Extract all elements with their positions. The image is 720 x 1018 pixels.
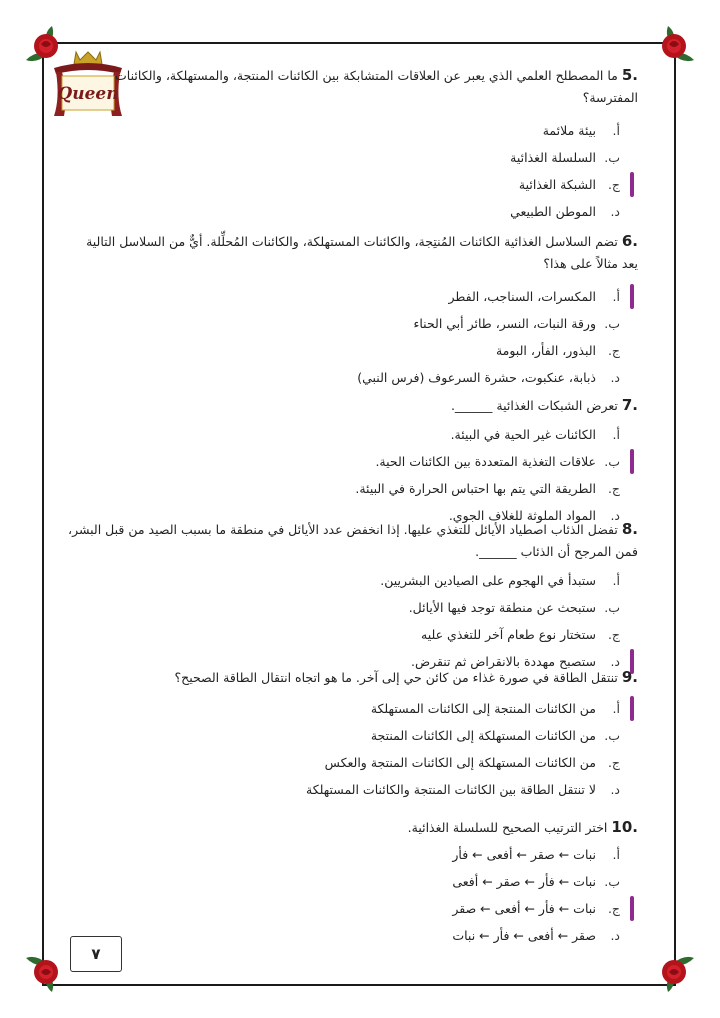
option-a-circled[interactable] — [355, 695, 638, 722]
question-number: 7. — [621, 396, 638, 414]
option-letter: ج. — [607, 177, 620, 192]
option-a[interactable] — [68, 567, 638, 594]
option-c-circled[interactable] — [416, 895, 638, 922]
option-d[interactable] — [78, 198, 638, 225]
option-letter: ب. — [604, 600, 620, 615]
option-d[interactable] — [78, 776, 638, 803]
question-stem — [78, 394, 638, 417]
question-stem — [78, 666, 638, 689]
option-letter: ب. — [604, 874, 620, 889]
question-text: اختر الترتيب الصحيح للسلسلة الغذائية. — [407, 820, 608, 835]
option-text: الطريقة التي يتم بها احتباس الحرارة في البيئة. — [355, 481, 596, 496]
option-letter: أ. — [612, 573, 620, 588]
option-text: الكائنات غير الحية في البيئة. — [450, 427, 596, 442]
question-number: 8. — [621, 520, 638, 538]
option-text: نبات ← صقر ← أفعى ← فأر — [452, 847, 596, 862]
option-text: لا تنتقل الطاقة بين الكائنات المنتجة والكائنات المستهلكة — [306, 782, 596, 797]
option-c[interactable] — [78, 337, 638, 364]
option-b[interactable] — [78, 310, 638, 337]
option-d[interactable] — [78, 364, 638, 391]
option-letter: ب. — [604, 150, 620, 165]
option-letter: د. — [610, 204, 620, 219]
option-c[interactable] — [68, 621, 638, 648]
option-text: بيئة ملائمة — [542, 123, 596, 138]
option-letter: د. — [610, 782, 620, 797]
rose-corner-icon — [646, 946, 698, 998]
option-text: المكسرات، السناجب، الفطر — [448, 289, 596, 304]
option-text: ستصبح مهددة بالانقراض ثم تنقرض. — [410, 654, 596, 669]
option-letter: د. — [610, 928, 620, 943]
page-number-box — [70, 936, 122, 972]
option-letter: ب. — [604, 454, 620, 469]
option-letter: أ. — [612, 427, 620, 442]
queen-logo-text: Queen — [57, 84, 119, 104]
question-5 — [78, 64, 638, 225]
option-text: صقر ← أفعى ← فأر ← نبات — [452, 928, 596, 943]
option-letter: أ. — [612, 289, 620, 304]
option-a-circled[interactable] — [409, 283, 639, 310]
question-stem — [78, 64, 638, 109]
option-b-circled[interactable] — [285, 448, 638, 475]
question-number: 6. — [621, 232, 638, 250]
option-text: من الكائنات المنتجة إلى الكائنات المستهلكة — [370, 701, 596, 716]
option-letter: ج. — [607, 627, 620, 642]
question-7 — [78, 394, 638, 529]
question-10 — [78, 816, 638, 949]
option-letter: د. — [610, 508, 620, 523]
option-text: ورقة النبات، النسر، طائر أبي الحناء — [413, 316, 596, 331]
question-stem — [68, 518, 638, 563]
option-a[interactable] — [78, 841, 638, 868]
question-text: تعرض الشبكات الغذائية ______. — [450, 398, 618, 413]
option-a[interactable] — [78, 117, 638, 144]
option-text: من الكائنات المستهلكة إلى الكائنات المنتجة — [370, 728, 596, 743]
option-letter: ب. — [604, 728, 620, 743]
rose-corner-icon — [22, 946, 74, 998]
option-letter: أ. — [612, 847, 620, 862]
option-letter: ب. — [604, 316, 620, 331]
option-text: السلسلة الغذائية — [510, 150, 596, 165]
option-text: من الكائنات المستهلكة إلى الكائنات المنتجة والعكس — [324, 755, 596, 770]
question-text: تضم السلاسل الغذائية الكائنات المُنتِجة، والكائنات المستهلكة، والكائنات المُحلِّلة. أيٌّ من السلاسل التالية يعد مثالاً على هذا؟ — [86, 234, 638, 271]
option-letter: ج. — [607, 481, 620, 496]
option-c[interactable] — [78, 475, 638, 502]
option-c[interactable] — [78, 749, 638, 776]
option-letter: د. — [610, 370, 620, 385]
question-stem — [78, 230, 638, 275]
option-letter: ج. — [607, 901, 620, 916]
question-8 — [68, 518, 638, 675]
question-text: تنتقل الطاقة في صورة غذاء من كائن حي إلى آخر. ما هو اتجاه انتقال الطاقة الصحيح؟ — [174, 670, 618, 685]
option-text: ستبحث عن منطقة توجد فيها الأيائل. — [408, 600, 596, 615]
question-6 — [78, 230, 638, 391]
option-text: المواد الملوثة للغلاف الجوي. — [448, 508, 596, 523]
question-number: 10. — [611, 818, 638, 836]
option-c-circled[interactable] — [459, 171, 638, 198]
option-letter: ج. — [607, 343, 620, 358]
option-letter: أ. — [612, 123, 620, 138]
option-text: البذور، الفأر، البومة — [495, 343, 596, 358]
option-letter: د. — [610, 654, 620, 669]
option-text: نبات ← فأر ← صقر ← أفعى — [452, 874, 596, 889]
option-text: ستختار نوع طعام آخر للتغذي عليه — [421, 627, 596, 642]
question-text: تفضل الذئاب اصطياد الأيائل للتغذي عليها. إذا انخفض عدد الأيائل في منطقة ما بسبب الصيد من قبل البشر، فمن المرجح أن الذئاب ______. — [68, 522, 638, 559]
option-text: الموطن الطبيعي — [510, 204, 596, 219]
question-number: 5. — [621, 66, 638, 84]
option-b[interactable] — [78, 144, 638, 171]
question-9 — [78, 666, 638, 803]
option-d[interactable] — [78, 922, 638, 949]
option-text: الشبكة الغذائية — [518, 177, 596, 192]
option-text: ستبدأ في الهجوم على الصيادين البشريين. — [380, 573, 596, 588]
page-number: ٧ — [91, 945, 101, 963]
option-text: ذبابة، عنكبوت، حشرة السرعوف (فرس النبي) — [357, 370, 596, 385]
option-b[interactable] — [68, 594, 638, 621]
option-text: علاقات التغذية المتعددة بين الكائنات الحية. — [375, 454, 596, 469]
rose-corner-icon — [646, 20, 698, 72]
option-letter: ج. — [607, 755, 620, 770]
option-b[interactable] — [78, 722, 638, 749]
option-a[interactable] — [78, 421, 638, 448]
question-text: ما المصطلح العلمي الذي يعبر عن العلاقات المتشابكة بين الكائنات المنتجة، والمستهلكة، والكائنات المفترسة؟ — [115, 68, 638, 105]
question-stem — [78, 816, 638, 839]
option-b[interactable] — [78, 868, 638, 895]
option-letter: أ. — [612, 701, 620, 716]
question-number: 9. — [621, 668, 638, 686]
option-text: نبات ← فأر ← أفعى ← صقر — [452, 901, 596, 916]
